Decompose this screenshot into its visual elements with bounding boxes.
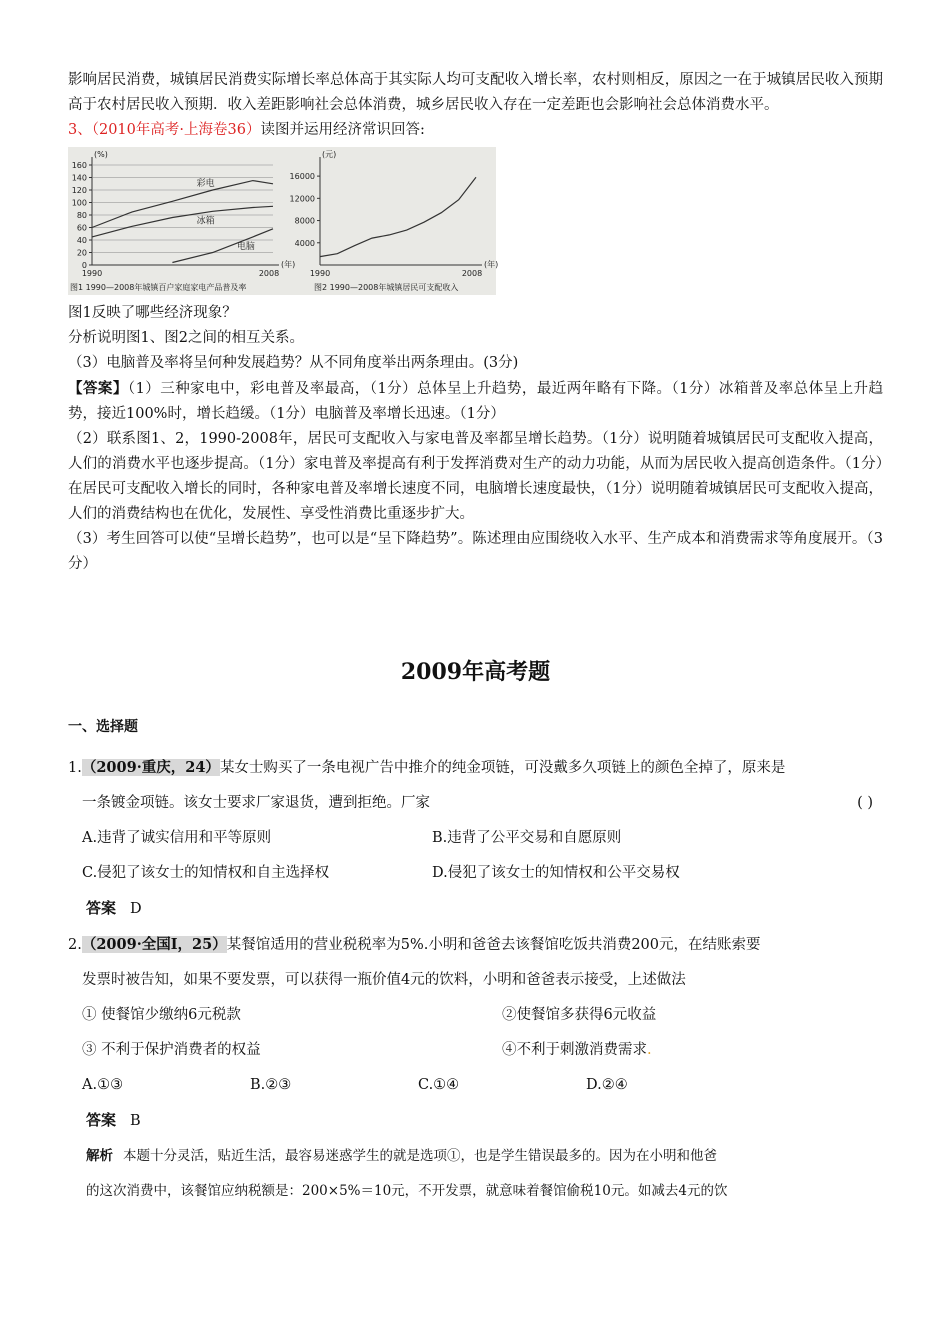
y-tick-label: 16000 <box>289 172 315 182</box>
chart-caption: 图2 1990—2008年城镇居民可支配收入 <box>314 283 459 292</box>
y-axis-label: (元) <box>322 150 337 159</box>
document-page <box>68 68 883 1209</box>
chart-caption: 图1 1990—2008年城镇百户家庭家电产品普及率 <box>70 283 247 292</box>
x-tick-label: 1990 <box>309 269 331 278</box>
question-2-number: 2. <box>68 937 82 953</box>
question-1-line2 <box>68 786 883 821</box>
y-tick-label: 60 <box>76 223 87 233</box>
question-2 <box>68 927 883 963</box>
option-c: C.侵犯了该女士的知情权和自主选择权 <box>82 865 330 881</box>
option-a: A.①③ <box>82 1077 124 1093</box>
series-label: 电脑 <box>236 241 255 252</box>
y-axis-label: (%) <box>94 150 108 159</box>
statement-1: ① 使餐馆少缴纳6元税款 <box>82 1007 241 1023</box>
question-2-options <box>68 1068 883 1103</box>
x-tick-label: 2008 <box>461 269 483 278</box>
option-b: B.违背了公平交易和自愿原则 <box>432 830 622 846</box>
question-3-sub1: 图1反映了哪些经济现象？ <box>68 305 237 321</box>
y-tick-label: 8000 <box>294 216 315 226</box>
figure-charts <box>68 147 499 295</box>
option-a: A.违背了诚实信用和平等原则 <box>82 830 272 846</box>
option-b: B.②③ <box>250 1077 292 1093</box>
option-c: C.①④ <box>418 1077 460 1093</box>
series-line-彩电 <box>92 181 273 228</box>
question-2-source: （2009·全国Ⅰ，25） <box>81 936 227 953</box>
y-tick-label: 4000 <box>294 238 315 248</box>
option-d: D.侵犯了该女士的知情权和公平交易权 <box>432 865 680 881</box>
y-tick-label: 140 <box>71 173 87 183</box>
stray-dot: . <box>647 1042 652 1058</box>
statement-3: ③ 不利于保护消费者的权益 <box>82 1042 261 1058</box>
question-1-text1: 某女士购买了一条电视广告中推介的纯金项链，可没戴多久项链上的颜色全掉了，原来是 <box>219 760 786 776</box>
charts-svg <box>68 147 499 295</box>
section-heading: 一、选择题 <box>68 719 138 735</box>
question-2-text1: 某餐馆适用的营业税税率为5%.小明和爸爸去该餐馆吃饭共消费200元，在结账索要 <box>226 937 761 953</box>
answer-label: 答案 <box>86 1111 117 1129</box>
answer-value: B <box>130 1113 141 1129</box>
answer-label: 【答案】 <box>68 380 128 397</box>
answer-bracket: ( ) <box>857 795 873 811</box>
y-tick-label: 100 <box>71 198 87 208</box>
statement-4 <box>502 1033 652 1068</box>
question-1-text2: 一条镀金项链。该女士要求厂家退货，遭到拒绝。厂家 <box>82 795 430 811</box>
question-3-sub3: （3）电脑普及率将呈何种发展趋势？从不同角度举出两条理由。(3分) <box>68 355 519 371</box>
question-2-answer <box>68 1103 883 1139</box>
y-tick-label: 12000 <box>289 194 315 204</box>
question-1-source: （2009·重庆，24） <box>81 759 220 776</box>
y-tick-label: 0 <box>81 261 87 270</box>
question-3-answer-1 <box>68 376 883 427</box>
x-axis-label: (年) <box>484 260 499 269</box>
series-line-可支配收入 <box>320 177 476 256</box>
question-1-answer <box>68 891 883 927</box>
analysis-text-1: 本题十分灵活，贴近生活，最容易迷惑学生的就是选项①，也是学生错误最多的。因为在小明和他爸 <box>123 1148 717 1164</box>
question-3-answer-3: （3）考生回答可以使“呈增长趋势”，也可以是“呈下降趋势”。陈述理由应围绕收入水平、生产成本和消费需求等角度展开。（3分） <box>68 531 883 572</box>
question-1-number: 1. <box>68 760 82 776</box>
series-label: 冰箱 <box>196 216 215 227</box>
answer-label: 答案 <box>86 899 117 917</box>
series-label: 彩电 <box>196 179 215 189</box>
analysis-label: 解析 <box>86 1148 113 1164</box>
question-3-sub2: 分析说明图1、图2之间的相互关系。 <box>68 330 304 346</box>
series-line-冰箱 <box>92 206 273 237</box>
question-2-text2: 发票时被告知，如果不要发票，可以获得一瓶价值4元的饮料，小明和爸爸表示接受，上述做法 <box>82 972 686 988</box>
question-3-prompt: 读图并运用经济常识回答: <box>260 122 425 138</box>
answer-1-text: （1）三种家电中，彩电普及率最高，（1分）总体呈上升趋势，最近两年略有下降。（1分）冰箱普及率总体呈上升趋势，接近100%时，增长趋缓。（1分）电脑普及率增长迅速。（1分） <box>68 381 884 422</box>
question-2-statements-row2 <box>68 1033 883 1068</box>
option-d: D.②④ <box>586 1077 628 1093</box>
y-tick-label: 80 <box>76 211 87 220</box>
question-3-source: （2010年高考·上海卷36） <box>91 122 261 138</box>
x-tick-label: 2008 <box>258 269 280 278</box>
y-tick-label: 120 <box>71 186 87 195</box>
question-2-statements-row1 <box>68 998 883 1033</box>
question-1 <box>68 750 883 786</box>
question-3-header <box>68 118 883 143</box>
section-title: 2009年高考题 <box>400 659 551 685</box>
x-tick-label: 1990 <box>81 269 103 278</box>
question-2-analysis-line2: 的这次消费中，该餐馆应纳税额是：200×5%＝10元，不开发票，就意味着餐馆偷税10元。如减去4元的饮 <box>86 1183 728 1199</box>
y-tick-label: 20 <box>76 248 87 258</box>
question-3-answer-2: （2）联系图1、2，1990-2008年，居民可支配收入与家电普及率都呈增长趋势。（1分）说明随着城镇居民可支配收入提高，人们的消费水平也逐步提高。（1分）家电普及率提高有利于发挥消费对生产的动力功能，从而为居民收入提高创造条件。（1分）在居民可支配收入增长的同时，各种家电普及率增长速度不同，电脑增长速度最快，（1分）说明随着城镇居民可支配收入提高，人们的消费结构也在优化，发展性、享受性消费比重逐步扩大。 <box>68 431 883 522</box>
statement-2: ②使餐馆多获得6元收益 <box>502 1007 657 1023</box>
question-1-options-row2 <box>68 856 883 891</box>
question-2-analysis-line1 <box>68 1139 883 1174</box>
answer-value: D <box>130 901 142 917</box>
y-tick-label: 40 <box>76 236 87 245</box>
statement-4-text: ④不利于刺激消费需求 <box>502 1042 647 1058</box>
question-3-number: 3、 <box>68 122 92 138</box>
y-tick-label: 160 <box>71 161 87 170</box>
series-line-电脑 <box>172 229 273 263</box>
x-axis-label: (年) <box>281 260 296 269</box>
question-1-options-row1 <box>68 821 883 856</box>
intro-paragraph: 影响居民消费，城镇居民消费实际增长率总体高于其实际人均可支配收入增长率，农村则相反，原因之一在于城镇居民收入预期高于农村居民收入预期．收入差距影响社会总体消费，城乡居民收入存在一定差距也会影响社会总体消费水平。 <box>68 72 883 113</box>
